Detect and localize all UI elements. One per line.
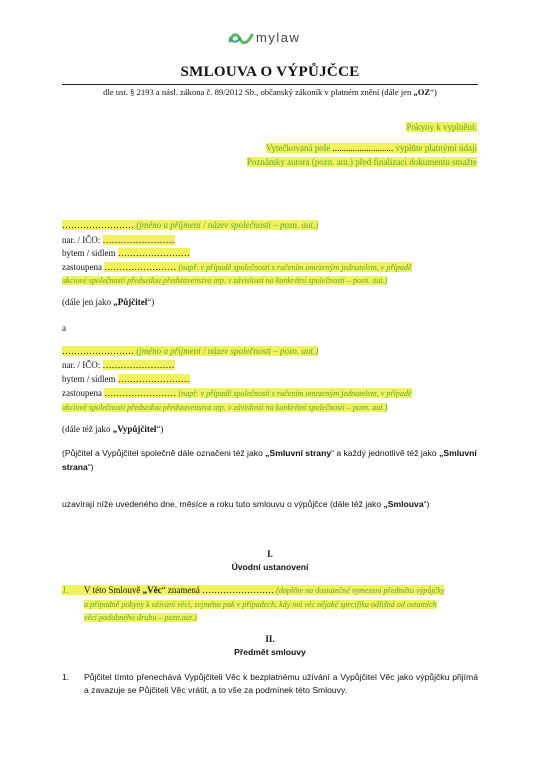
- party2-alias: (dále též jako „Vypůjčitel“): [62, 424, 164, 434]
- document-title: SMLOUVA O VÝPŮJČCE: [180, 64, 360, 80]
- party2-representative-line: zastoupena …………………… (např. v případě společnosti s ručením omezeným jednatelem, v případě: [62, 388, 412, 398]
- party1-name-line: …………………… (jméno a příjmení / název společnosti – pozn. aut.): [62, 220, 319, 230]
- section2-item1: 1. Půjčitel tímto přenechává Vypůjčiteli Věc k bezplatnému užívání a Vypůjčitel Věc jako výpůjčku přijímá a zavazuje se Půjčiteli Věc vrátit, a to vše za podmínek této Smlouvy.: [62, 672, 478, 695]
- party2-id-line: nar. / IČO: ……………………: [62, 360, 175, 370]
- party2-address-line: bytem / sídlem ……………………: [62, 374, 190, 384]
- instructions-author-notes: Poznámky autora (pozn. aut.) před finalizací dokumentu smažte: [246, 157, 477, 167]
- section2-numeral: II.: [265, 634, 275, 644]
- logo-text: mylaw: [256, 30, 301, 45]
- conclude-statement: uzavírají níže uvedeného dne, měsíce a roku tuto smlouvu o výpůjčce (dále též jako „Smlouva“): [62, 499, 430, 509]
- and-word: a: [62, 323, 66, 333]
- section1-item1: 1. V této Smlouvě „Věc“ znamená …………………… (doplňte na dostatečné vymezení předmětu výpůjčky a případně pokyny k užívání věci, zejména pak v případech, kdy má věc nějaké specifika odlišná od ostatních věcí podobného druhu – pozn.aut.): [62, 585, 445, 622]
- section1-numeral: I.: [267, 549, 273, 559]
- section2-heading: Předmět smlouvy: [234, 647, 306, 657]
- party1-id-line: nar. / IČO: ……………………: [62, 235, 175, 245]
- party2-name-line: …………………… (jméno a příjmení / název společnosti – pozn. aut.): [62, 346, 319, 356]
- party1-address-line: bytem / sídlem ……………………: [62, 248, 190, 258]
- party1-representative-line: zastoupena …………………… (např. v případě společnosti s ručením omezeným jednatelem, v případě: [62, 262, 412, 272]
- title-divider: [62, 84, 478, 85]
- party1-alias: (dále jen jako „Půjčitel“): [62, 297, 155, 307]
- instructions-dotted-fields: Vytečkovaná pole ........................... vyplňte platnými údaji: [266, 143, 477, 153]
- document-subtitle: dle ust. § 2193 a násl. zákona č. 89/2012 Sb., občanský zákoník v platném znění (dále jen „OZ“): [103, 87, 437, 97]
- mylaw-logo: [228, 30, 300, 45]
- party1-representative-note: akciové společnosti předsedou představenstva atp. v závislosti na konkrétní společnosti – pozn. aut.): [62, 276, 388, 285]
- parties-together: (Půjčitel a Vypůjčitel společně dále označeni též jako „Smluvní strany“ a každý jednotlivě též jako „Smluvní strana“): [62, 448, 477, 472]
- section1-heading: Úvodní ustanovení: [231, 562, 309, 572]
- instructions-heading: Pokyny k vyplnění:: [406, 122, 477, 132]
- party2-representative-note: akciové společnosti předsedou představenstva atp. v závislosti na konkrétní společnosti – pozn. aut.): [62, 403, 388, 412]
- logo-wave-icon: [228, 31, 254, 45]
